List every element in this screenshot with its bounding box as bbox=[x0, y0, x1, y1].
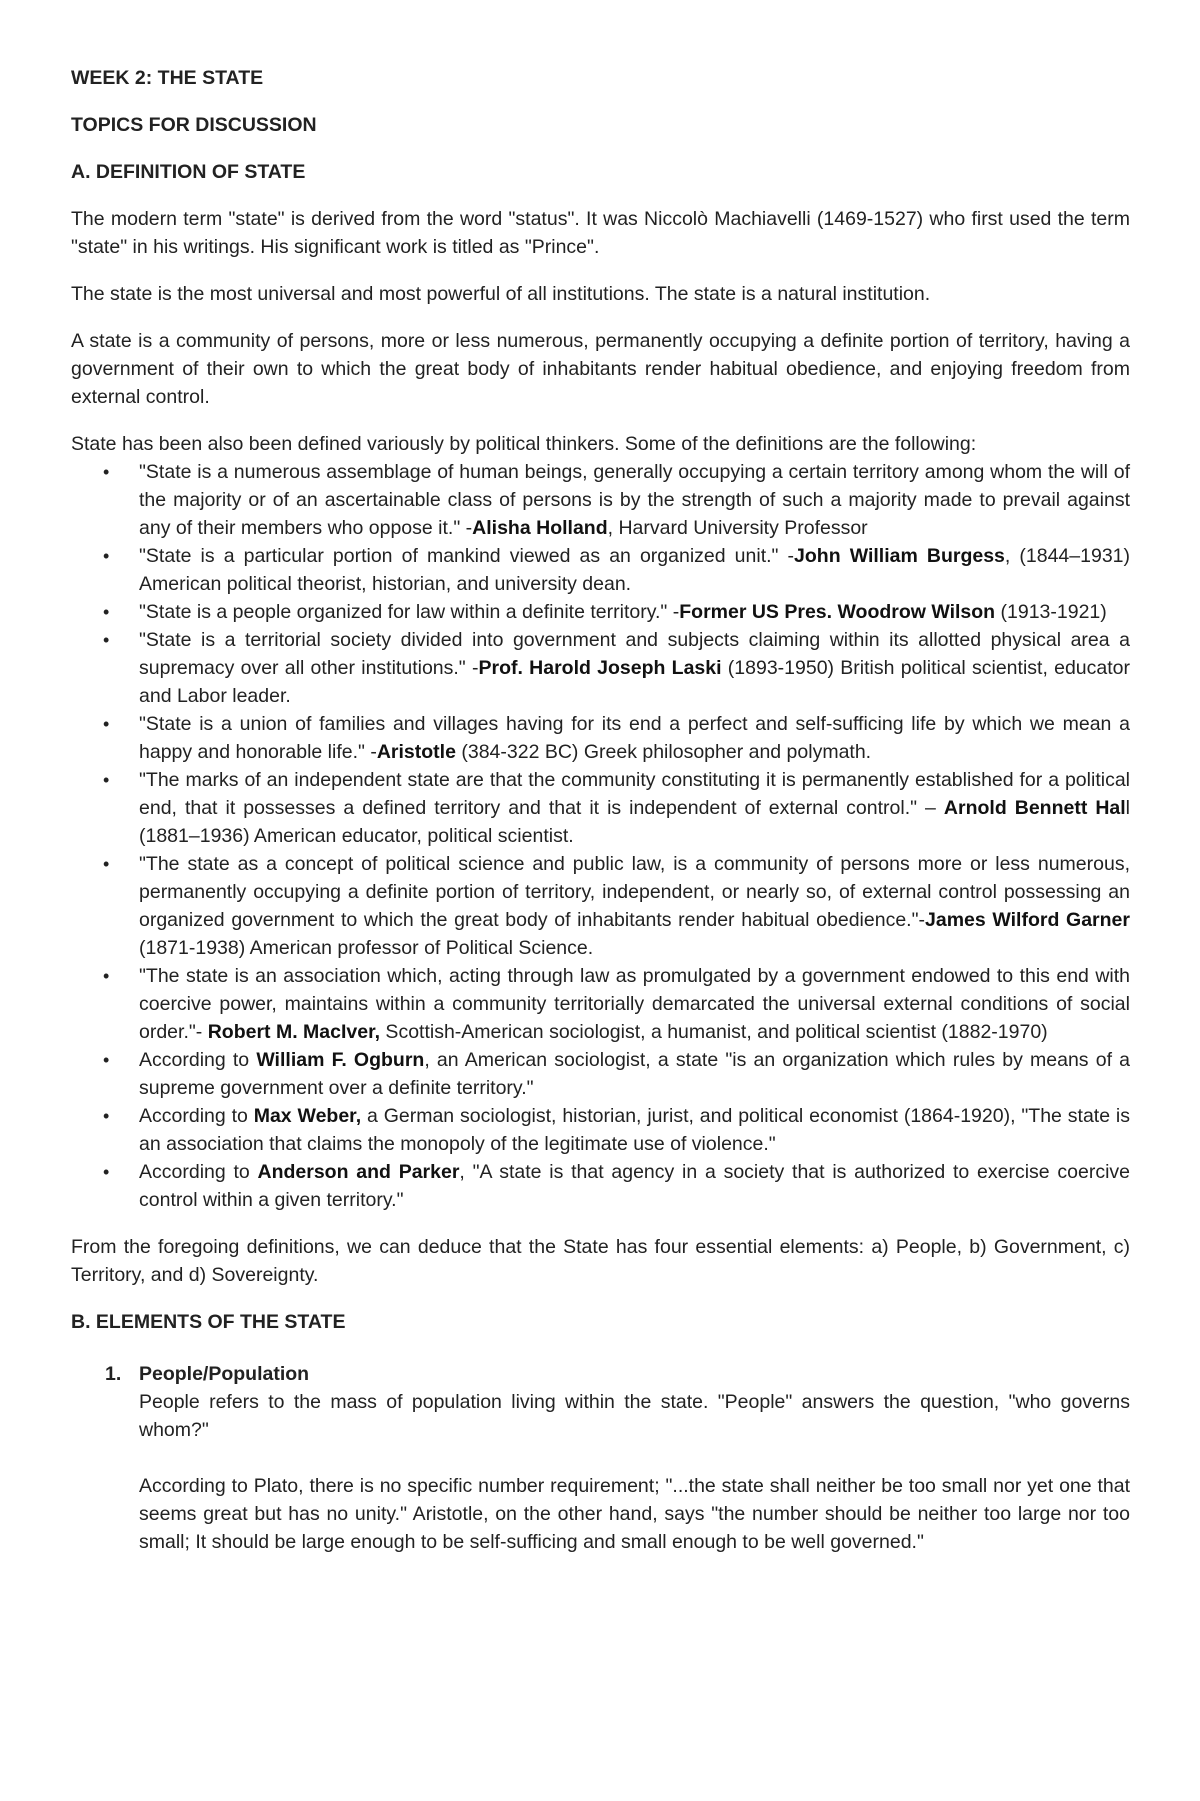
list-item bbox=[71, 598, 1130, 626]
definition-text: According to bbox=[139, 1161, 258, 1183]
list-item bbox=[71, 1158, 1130, 1214]
definition-author-info: , Harvard University Professor bbox=[607, 517, 868, 539]
bullet-icon: • bbox=[103, 1050, 110, 1070]
definition-author: John William Burgess bbox=[794, 545, 1005, 567]
definition-text: "State is a particular portion of mankind viewed as an organized unit." - bbox=[139, 545, 795, 567]
bullet-icon: • bbox=[103, 854, 110, 874]
topics-heading: TOPICS FOR DISCUSSION bbox=[71, 114, 317, 136]
definition-author-info: a German sociologist, historian, jurist, and political economist (1864-1920), "The state is an association that claims the monopoly of the legitimate use of violence." bbox=[139, 1105, 1130, 1155]
definition-author-info: , an American sociologist, a state "is an organization which rules by means of a supreme government over a definite territory." bbox=[139, 1049, 1131, 1099]
definition-author-info: (384-322 BC) Greek philosopher and polymath. bbox=[455, 741, 872, 763]
definition-author: Arnold Bennett Hal bbox=[943, 797, 1126, 819]
element-body-1: People refers to the mass of population living within the state. "People" answers the question, "who governs whom?" bbox=[139, 1391, 1130, 1441]
definition-text: "The state as a concept of political science and public law, is a community of persons more or less numerous, permanently occupying a definite portion of territory, independent, or nearly so, of external control possessing an organized government to which the great body of inhabitants render habitual obedience."- bbox=[139, 853, 1130, 931]
definition-author: Alisha Holland bbox=[472, 517, 608, 539]
conclusion-paragraph: From the foregoing definitions, we can deduce that the State has four essential elements: a) People, b) Government, c) Territory, and d) Sovereignty. bbox=[71, 1236, 1130, 1286]
list-item bbox=[71, 850, 1130, 962]
definition-author-info: (1871-1938) American professor of Political Science. bbox=[139, 937, 594, 959]
bullet-icon: • bbox=[103, 770, 110, 790]
definition-author-info: Scottish-American sociologist, a humanist, and political scientist (1882-1970) bbox=[380, 1021, 1048, 1043]
list-item bbox=[71, 1102, 1130, 1158]
definition-author-info: , "A state is that agency in a society that is authorized to exercise coercive control within a given territory." bbox=[139, 1161, 1130, 1211]
definition-text: "The marks of an independent state are that the community constituting it is permanently established for a political end, that it possesses a defined territory and that it is independent of external control." – bbox=[139, 769, 1130, 819]
bullet-icon: • bbox=[103, 1162, 110, 1182]
intro-paragraph-4: State has been also been defined variously by political thinkers. Some of the definitions are the following: bbox=[71, 433, 977, 455]
document-page bbox=[71, 64, 1130, 1556]
element-title: People/Population bbox=[139, 1363, 310, 1385]
element-body-2: According to Plato, there is no specific number requirement; "...the state shall neither be too small nor yet one that seems great but has no unity." Aristotle, on the other hand, says "the number should be neither too large nor too small; It should be large enough to be self-sufficing and small enough to be well governed." bbox=[139, 1475, 1130, 1553]
definition-author-info: (1893-1950) British political scientist, educator and Labor leader. bbox=[139, 657, 1130, 707]
definition-text: "State is a people organized for law within a definite territory." - bbox=[139, 601, 680, 623]
element-number: 1. bbox=[105, 1363, 122, 1385]
definition-author: Max Weber, bbox=[253, 1105, 362, 1127]
bullet-icon: • bbox=[103, 462, 110, 482]
definition-author-info: l (1881–1936) American educator, political scientist. bbox=[139, 797, 1131, 847]
definition-text: According to bbox=[139, 1105, 254, 1127]
bullet-icon: • bbox=[103, 602, 110, 622]
definition-author-info: (1913-1921) bbox=[995, 601, 1107, 623]
list-item bbox=[71, 542, 1130, 598]
intro-paragraph-2: The state is the most universal and most powerful of all institutions. The state is a natural institution. bbox=[71, 283, 931, 305]
definition-author: James Wilford Garner bbox=[925, 909, 1130, 931]
definition-text: According to bbox=[139, 1049, 257, 1071]
definition-text: "State is a numerous assemblage of human beings, generally occupying a certain territory among whom the will of the majority or of an ascertainable class of persons is by the strength of such a majority made to prevail against any of their members who oppose it." - bbox=[139, 461, 1130, 539]
list-item bbox=[71, 962, 1130, 1046]
list-item bbox=[71, 710, 1130, 766]
bullet-icon: • bbox=[103, 966, 110, 986]
definition-author: Former US Pres. Woodrow Wilson bbox=[679, 601, 996, 623]
definition-text: "State is a union of families and villages having for its end a perfect and self-sufficing life by which we mean a happy and honorable life." - bbox=[139, 713, 1130, 763]
list-item bbox=[71, 766, 1130, 850]
definition-text: "The state is an association which, acting through law as promulgated by a government endowed to this end with coercive power, maintains within a community territorially demarcated the universal external conditions of social order."- bbox=[139, 965, 1130, 1043]
intro-paragraph-3: A state is a community of persons, more or less numerous, permanently occupying a definite portion of territory, having a government of their own to which the great body of inhabitants render habitual obedience, and enjoying freedom from external control. bbox=[71, 330, 1130, 408]
definition-author: Anderson and Parker bbox=[257, 1161, 460, 1183]
definition-author: Prof. Harold Joseph Laski bbox=[478, 657, 722, 679]
definition-author: Robert M. MacIver, bbox=[207, 1021, 381, 1043]
list-item bbox=[71, 626, 1130, 710]
bullet-icon: • bbox=[103, 630, 110, 650]
list-item bbox=[71, 1046, 1130, 1102]
section-b-heading: B. ELEMENTS OF THE STATE bbox=[71, 1311, 346, 1333]
list-item bbox=[71, 458, 1130, 542]
bullet-icon: • bbox=[103, 546, 110, 566]
definition-author: Aristotle bbox=[376, 741, 456, 763]
bullet-icon: • bbox=[103, 714, 110, 734]
definitions-list bbox=[71, 458, 1130, 1214]
element-item-people bbox=[71, 1360, 1130, 1556]
definition-author-info: , (1844–1931) American political theorist, historian, and university dean. bbox=[139, 545, 1130, 595]
bullet-icon: • bbox=[103, 1106, 110, 1126]
week-title: WEEK 2: THE STATE bbox=[71, 67, 264, 89]
intro-paragraph-1: The modern term "state" is derived from the word "status". It was Niccolò Machiavelli (1469-1527) who first used the term "state" in his writings. His significant work is titled as "Prince". bbox=[71, 208, 1130, 258]
section-a-heading: A. DEFINITION OF STATE bbox=[71, 161, 306, 183]
definition-author: William F. Ogburn bbox=[256, 1049, 425, 1071]
definition-text: "State is a territorial society divided into government and subjects claiming within its allotted physical area a supremacy over all other institutions." - bbox=[139, 629, 1130, 679]
